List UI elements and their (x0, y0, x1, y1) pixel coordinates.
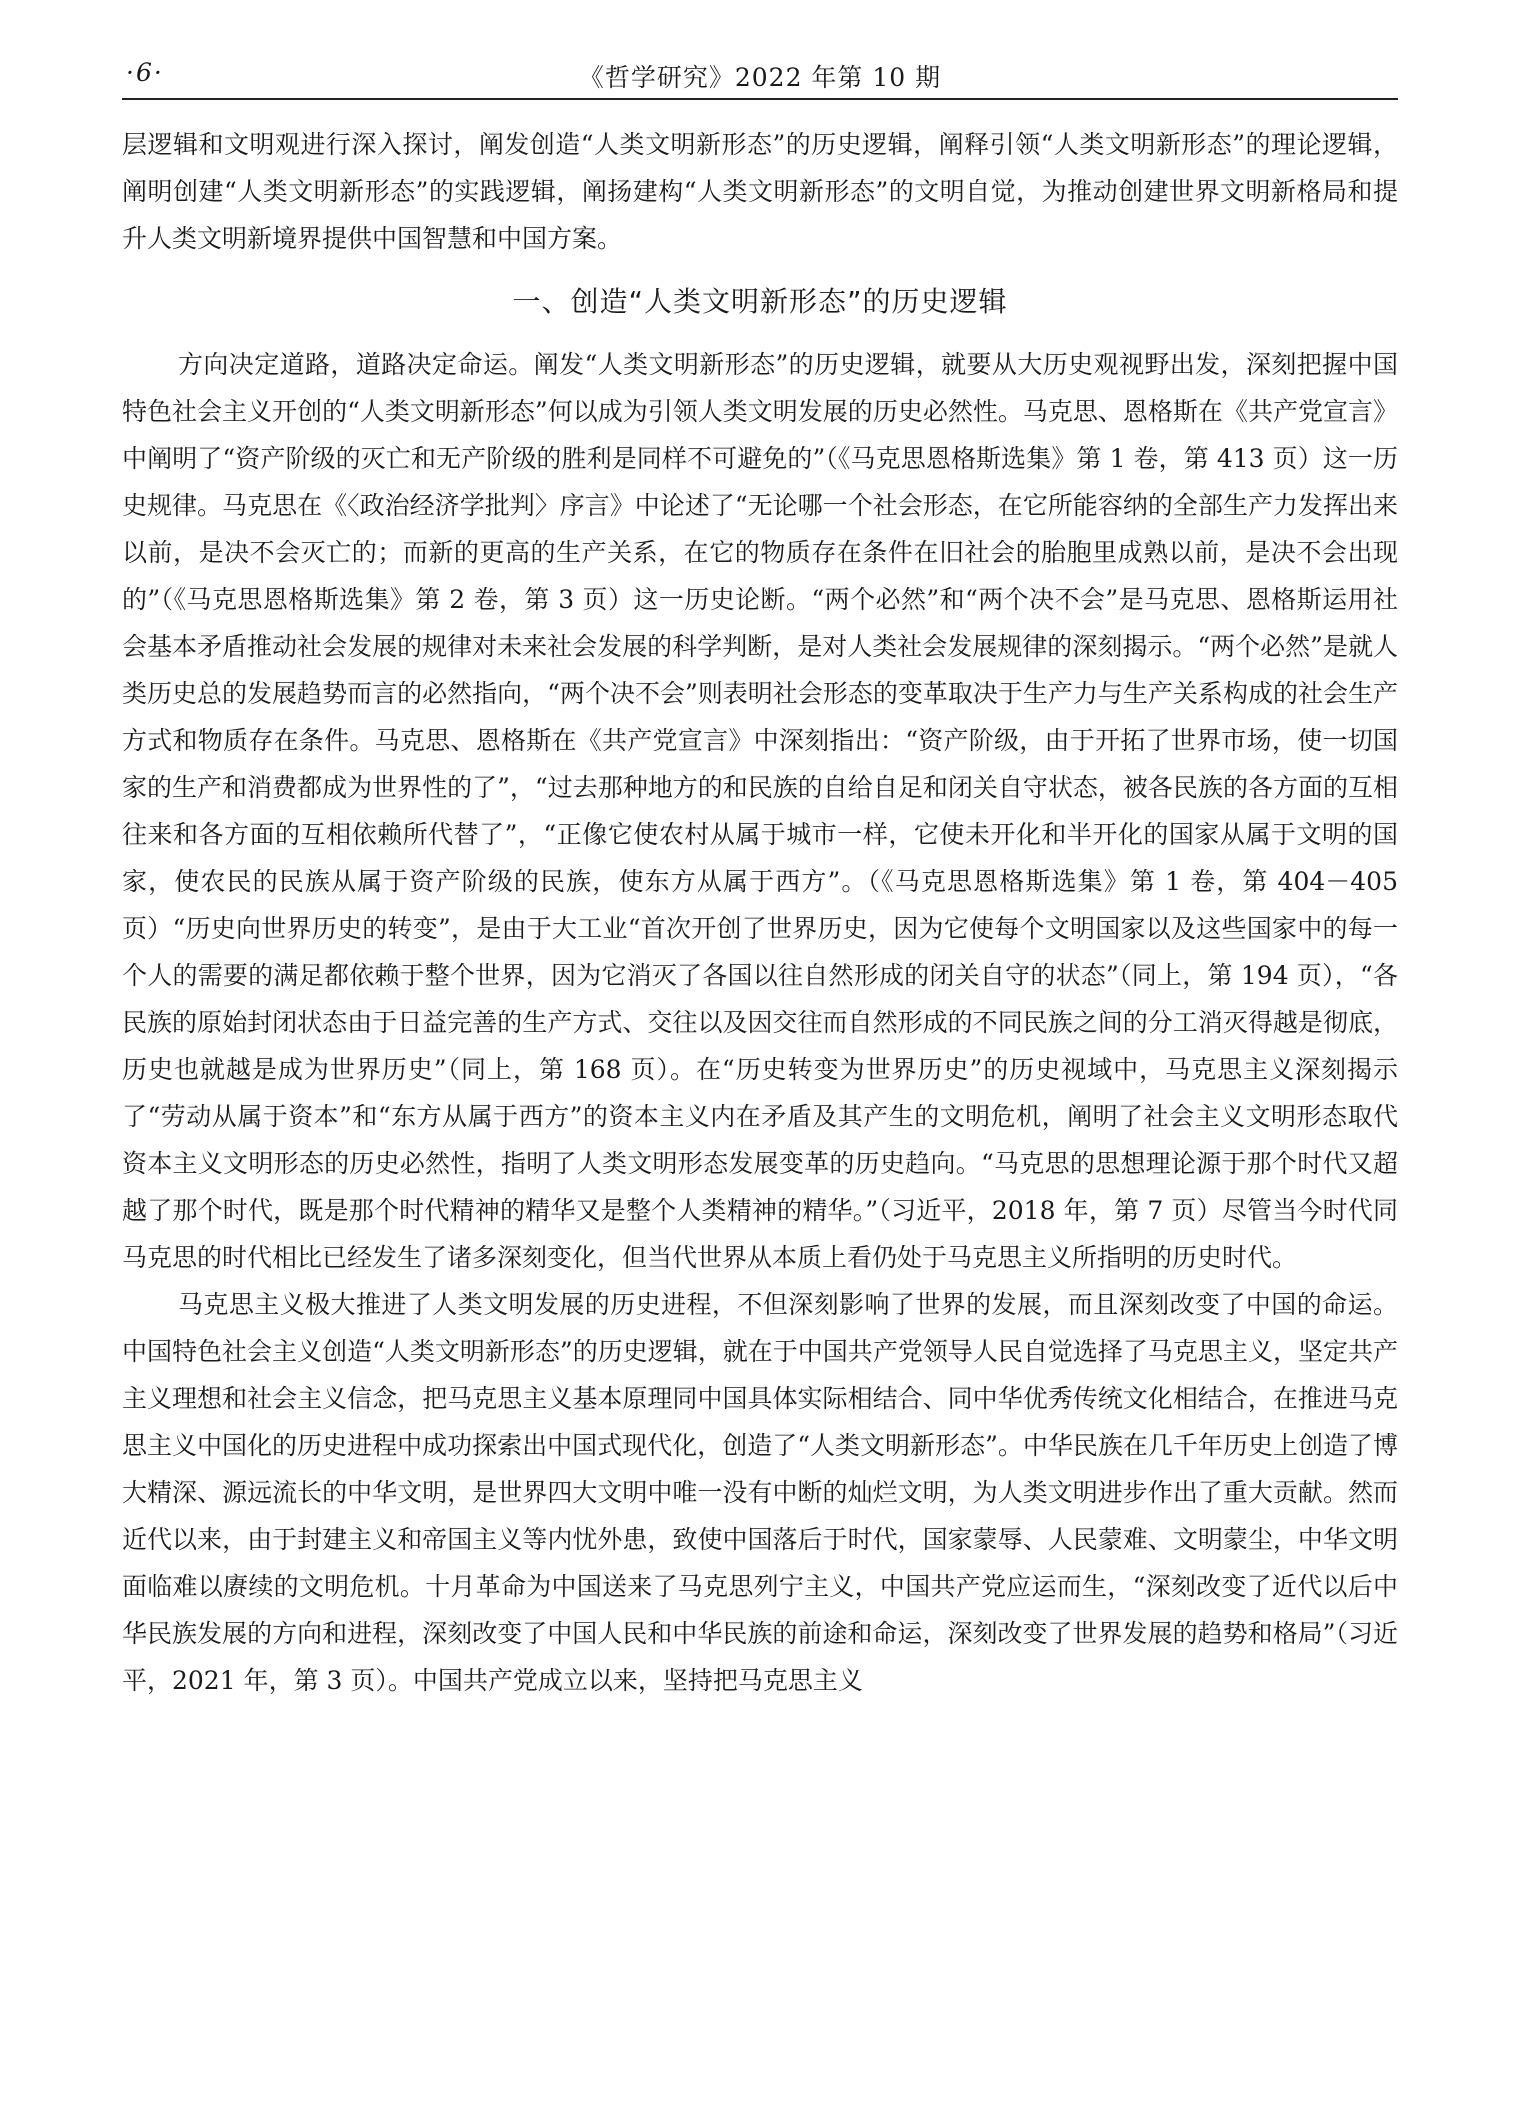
page-number: ·6· (126, 58, 164, 87)
intro-paragraph: 层逻辑和文明观进行深入探讨，阐发创造“人类文明新形态”的历史逻辑，阐释引领“人类文明新形态”的理论逻辑，阐明创建“人类文明新形态”的实践逻辑，阐扬建构“人类文明新形态”的文明自觉，为推动创建世界文明新格局和提升人类文明新境界提供中国智慧和中国方案。 (122, 130, 1398, 253)
journal-page (122, 0, 1398, 2118)
body-paragraph-1: 方向决定道路，道路决定命运。阐发“人类文明新形态”的历史逻辑，就要从大历史观视野出发，深刻把握中国特色社会主义开创的“人类文明新形态”何以成为引领人类文明发展的历史必然性。马克思、恩格斯在《共产党宣言》中阐明了“资产阶级的灭亡和无产阶级的胜利是同样不可避免的”（《马克思恩格斯选集》第 1 卷，第 413 页）这一历史规律。马克思在《〈政治经济学批判〉序言》中论述了“无论哪一个社会形态，在它所能容纳的全部生产力发挥出来以前，是决不会灭亡的；而新的更高的生产关系，在它的物质存在条件在旧社会的胎胞里成熟以前，是决不会出现的”（《马克思恩格斯选集》第 2 卷，第 3 页）这一历史论断。“两个必然”和“两个决不会”是马克思、恩格斯运用社会基本矛盾推动社会发展的规律对未来社会发展的科学判断，是对人类社会发展规律的深刻揭示。“两个必然”是就人类历史总的发展趋势而言的必然指向，“两个决不会”则表明社会形态的变革取决于生产力与生产关系构成的社会生产方式和物质存在条件。马克思、恩格斯在《共产党宣言》中深刻指出：“资产阶级，由于开拓了世界市场，使一切国家的生产和消费都成为世界性的了”，“过去那种地方的和民族的自给自足和闭关自守状态，被各民族的各方面的互相往来和各方面的互相依赖所代替了”，“正像它使农村从属于城市一样，它使未开化和半开化的国家从属于文明的国家，使农民的民族从属于资产阶级的民族，使东方从属于西方”。（《马克思恩格斯选集》第 1 卷，第 404－405 页）“历史向世界历史的转变”，是由于大工业“首次开创了世界历史，因为它使每个文明国家以及这些国家中的每一个人的需要的满足都依赖于整个世界，因为它消灭了各国以往自然形成的闭关自守的状态”（同上，第 194 页），“各民族的原始封闭状态由于日益完善的生产方式、交往以及因交往而自然形成的不同民族之间的分工消灭得越是彻底，历史也就越是成为世界历史”（同上，第 168 页）。在“历史转变为世界历史”的历史视域中，马克思主义深刻揭示了“劳动从属于资本”和“东方从属于西方”的资本主义内在矛盾及其产生的文明危机，阐明了社会主义文明形态取代资本主义文明形态的历史必然性，指明了人类文明形态发展变革的历史趋向。“马克思的思想理论源于那个时代又超越了那个时代，既是那个时代精神的精华又是整个人类精神的精华。”（习近平，2018 年，第 7 页）尽管当今时代同马克思的时代相比已经发生了诸多深刻变化，但当代世界从本质上看仍处于马克思主义所指明的历史时代。 (122, 350, 1398, 1272)
article-body (122, 121, 1398, 1704)
journal-issue-title: 《哲学研究》2022 年第 10 期 (578, 63, 942, 92)
body-paragraph-2: 马克思主义极大推进了人类文明发展的历史进程，不但深刻影响了世界的发展，而且深刻改变了中国的命运。中国特色社会主义创造“人类文明新形态”的历史逻辑，就在于中国共产党领导人民自觉选择了马克思主义，坚定共产主义理想和社会主义信念，把马克思主义基本原理同中国具体实际相结合、同中华优秀传统文化相结合，在推进马克思主义中国化的历史进程中成功探索出中国式现代化，创造了“人类文明新形态”。中华民族在几千年历史上创造了博大精深、源远流长的中华文明，是世界四大文明中唯一没有中断的灿烂文明，为人类文明进步作出了重大贡献。然而近代以来，由于封建主义和帝国主义等内忧外患，致使中国落后于时代，国家蒙辱、人民蒙难、文明蒙尘，中华文明面临难以赓续的文明危机。十月革命为中国送来了马克思列宁主义，中国共产党应运而生，“深刻改变了近代以后中华民族发展的方向和进程，深刻改变了中国人民和中华民族的前途和命运，深刻改变了世界发展的趋势和格局”（习近平，2021 年，第 3 页）。中国共产党成立以来，坚持把马克思主义 (122, 1290, 1398, 1695)
running-header (122, 52, 1398, 100)
section-heading: 一、创造“人类文明新形态”的历史逻辑 (512, 285, 1008, 318)
